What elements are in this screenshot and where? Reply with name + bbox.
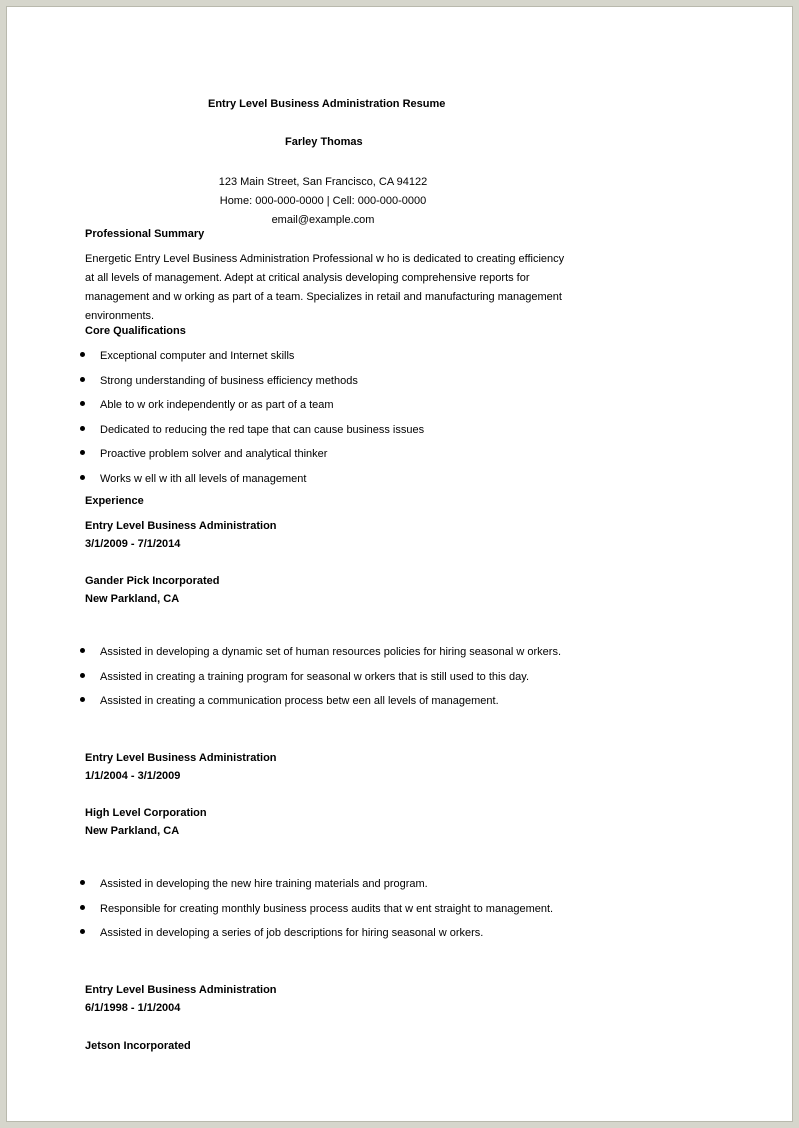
- list-item: [6, 877, 553, 902]
- job-2-duties: [6, 877, 553, 951]
- duty-text: Assisted in creating a training program for seasonal w orkers that is still used to this day.: [100, 670, 529, 683]
- contact-block: [6, 173, 640, 230]
- bullet-icon: [80, 673, 85, 678]
- qualification-text: Able to w ork independently or as part of a team: [100, 399, 334, 411]
- job-dates: 1/1/2004 - 3/1/2009: [85, 770, 181, 782]
- duty-text: Assisted in developing the new hire training materials and program.: [100, 878, 428, 890]
- list-item: [6, 398, 424, 423]
- professional-summary-heading: Professional Summary: [85, 228, 205, 240]
- job-3-title-dates: [85, 981, 277, 1017]
- job-title: Entry Level Business Administration: [85, 984, 277, 996]
- job-2-title-dates: [85, 749, 277, 785]
- list-item: [6, 694, 561, 719]
- job-1-duties: [6, 645, 561, 719]
- job-3-employer: [85, 1037, 191, 1055]
- core-qualifications-heading: Core Qualifications: [85, 325, 186, 337]
- list-item: [6, 902, 553, 927]
- bullet-icon: [80, 697, 85, 702]
- list-item: [6, 349, 424, 374]
- list-item: [6, 447, 424, 472]
- duty-text: Responsible for creating monthly business process audits that w ent straight to management.: [100, 902, 554, 915]
- job-dates: 3/1/2009 - 7/1/2014: [85, 538, 181, 550]
- bullet-icon: [80, 880, 85, 885]
- bullet-icon: [80, 401, 85, 406]
- qualification-text: Works w ell w ith all levels of management: [100, 472, 307, 485]
- bullet-icon: [80, 377, 85, 382]
- job-1-title-dates: [85, 517, 277, 553]
- bullet-icon: [80, 352, 85, 357]
- candidate-name: Farley Thomas: [285, 136, 363, 148]
- list-item: [6, 645, 561, 670]
- bullet-icon: [80, 929, 85, 934]
- experience-heading: Experience: [85, 495, 144, 507]
- list-item: [6, 926, 553, 951]
- company-name: Jetson Incorporated: [85, 1040, 191, 1052]
- job-2-employer: [85, 804, 207, 840]
- job-dates: 6/1/1998 - 1/1/2004: [85, 1002, 181, 1014]
- duty-text: Assisted in creating a communication process betw een all levels of management.: [100, 695, 499, 707]
- job-title: Entry Level Business Administration: [85, 520, 277, 532]
- duty-text: Assisted in developing a series of job descriptions for hiring seasonal w orkers.: [100, 927, 484, 939]
- duty-text: Assisted in developing a dynamic set of human resources policies for hiring seasonal w orkers.: [100, 646, 562, 658]
- company-location: New Parkland, CA: [85, 825, 180, 837]
- bullet-icon: [80, 648, 85, 653]
- qualification-text: Proactive problem solver and analytical thinker: [100, 448, 328, 460]
- company-name: Gander Pick Incorporated: [85, 575, 220, 587]
- professional-summary-text: Energetic Entry Level Business Administration Professional w ho is dedicated to creating efficiency at all levels of management. Adept at critical analysis developing comprehensive reports for management and w orking as part of a team. Specializes in retail and manufacturing management environments.: [85, 253, 565, 322]
- qualification-text: Dedicated to reducing the red tape that can cause business issues: [100, 423, 425, 436]
- address: 123 Main Street, San Francisco, CA 94122: [218, 176, 428, 188]
- list-item: [6, 374, 424, 399]
- list-item: [6, 670, 561, 695]
- document-title: Entry Level Business Administration Resume: [208, 98, 446, 110]
- job-title: Entry Level Business Administration: [85, 752, 277, 764]
- core-qualifications-list: [6, 349, 424, 496]
- bullet-icon: [80, 426, 85, 431]
- phone-numbers: Home: 000-000-0000 | Cell: 000-000-0000: [219, 195, 427, 207]
- company-name: High Level Corporation: [85, 807, 207, 819]
- list-item: [6, 423, 424, 448]
- bullet-icon: [80, 905, 85, 910]
- qualification-text: Exceptional computer and Internet skills: [100, 350, 295, 362]
- qualification-text: Strong understanding of business efficiency methods: [100, 374, 358, 387]
- company-location: New Parkland, CA: [85, 593, 180, 605]
- bullet-icon: [80, 475, 85, 480]
- email: email@example.com: [271, 214, 375, 226]
- bullet-icon: [80, 450, 85, 455]
- list-item: [6, 472, 424, 497]
- job-1-employer: [85, 572, 219, 608]
